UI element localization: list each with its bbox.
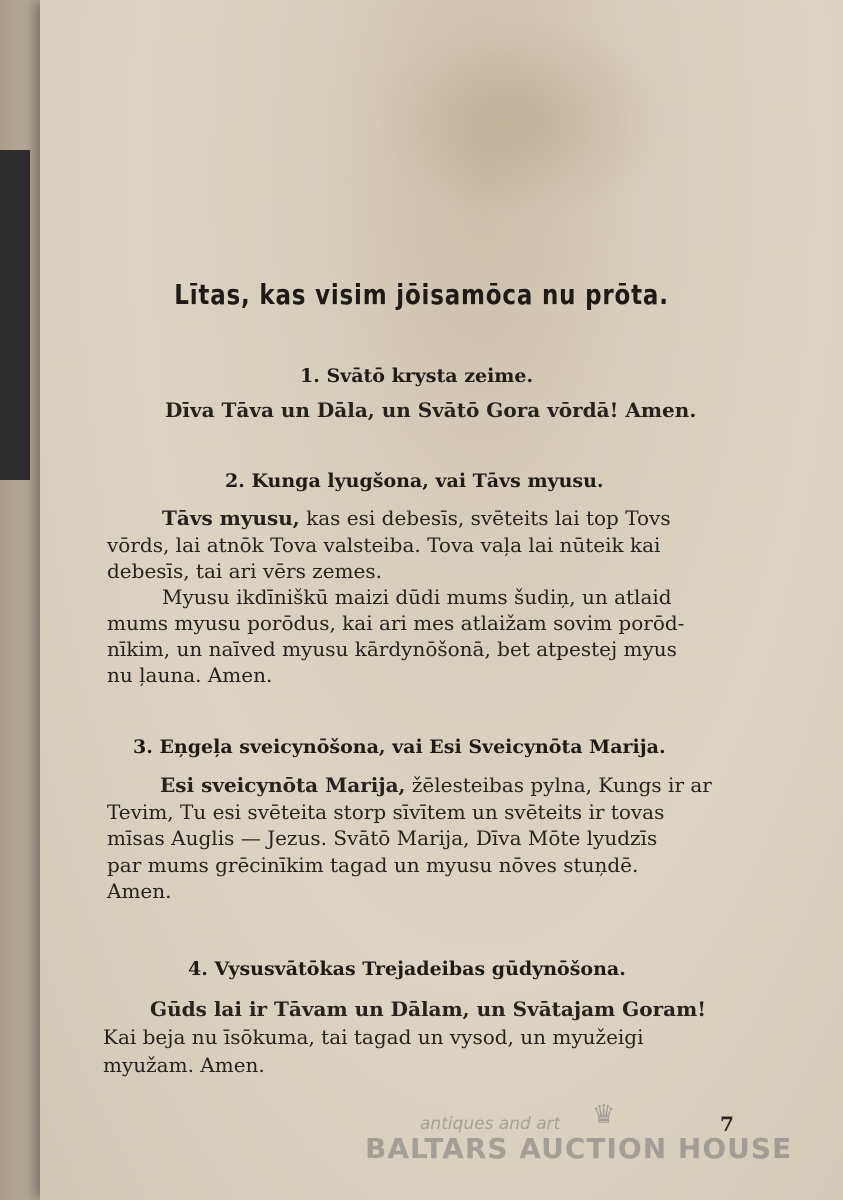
section-4-line-1	[150, 997, 706, 1021]
crown-icon: ♛	[592, 1100, 616, 1130]
spine-strip	[0, 150, 30, 480]
section-4-heading: 4. Vysusvātōkas Trejadeibas gūdynōšona.	[188, 958, 626, 980]
section-3-line-5: Amen.	[107, 879, 172, 903]
watermark-brand: BALTARS AUCTION HOUSE	[365, 1132, 793, 1165]
section-1-line-1	[165, 398, 696, 422]
section-3-line-3: mīsas Auglis — Jezus. Svātō Marija, Dīva Mōte lyudzīs	[107, 826, 658, 850]
section-3-heading: 3. Eņgeļa sveicynōšona, vai Esi Sveicynōta Marija.	[133, 736, 666, 758]
section-2-line-7: nu ļauna. Amen.	[107, 663, 273, 687]
section-2-line-3: debesīs, tai ari vērs zemes.	[107, 559, 382, 583]
text-run: kas esi debesīs, svēteits lai top Tovs	[299, 506, 671, 530]
bold-run: Tāvs myusu,	[162, 506, 300, 530]
section-2-line-6: nīkim, un naīved myusu kārdynōšonā, bet atpestej myus	[107, 637, 677, 661]
section-4-line-2: Kai beja nu īsōkuma, tai tagad un vysod, un myužeigi	[103, 1025, 644, 1049]
bold-run: Esi sveicynōta Marija,	[160, 773, 406, 797]
section-1-heading: 1. Svātō krysta zeime.	[300, 365, 534, 387]
watermark-tagline: antiques and art	[420, 1114, 561, 1134]
section-3-line-1	[160, 773, 712, 797]
section-2-line-5: mums myusu porōdus, kai ari mes atlaižam sovim porōd-	[107, 611, 685, 635]
section-3-line-4: par mums grēcinīkim tagad un myusu nōves stuņdē.	[107, 853, 639, 877]
page-number: 7	[720, 1112, 734, 1136]
text-run: žēlesteibas pylna, Kungs ir ar	[405, 773, 712, 797]
section-2-line-2: vōrds, lai atnōk Tova valsteiba. Tova vaļa lai nūteik kai	[107, 533, 661, 557]
section-2-line-4: Myusu ikdīniškū maizi dūdi mums šudiņ, un atlaid	[162, 585, 672, 609]
section-2-line-1	[162, 506, 671, 530]
section-4-line-3: myužam. Amen.	[103, 1053, 265, 1077]
page-title: Lītas, kas visim jōisamōca nu prōta.	[174, 278, 669, 311]
bold-run: Gūds lai ir Tāvam un Dālam, un Svātajam Goram!	[150, 997, 707, 1021]
section-2-heading: 2. Kunga lyugšona, vai Tāvs myusu.	[225, 470, 604, 492]
water-stain	[370, 20, 670, 220]
text-run: Dīva Tāva un Dāla, un Svātō Gora vōrdā! Amen.	[165, 398, 697, 422]
section-3-line-2: Tevim, Tu esi svēteita storp sīvītem un svēteits ir tovas	[107, 800, 665, 824]
